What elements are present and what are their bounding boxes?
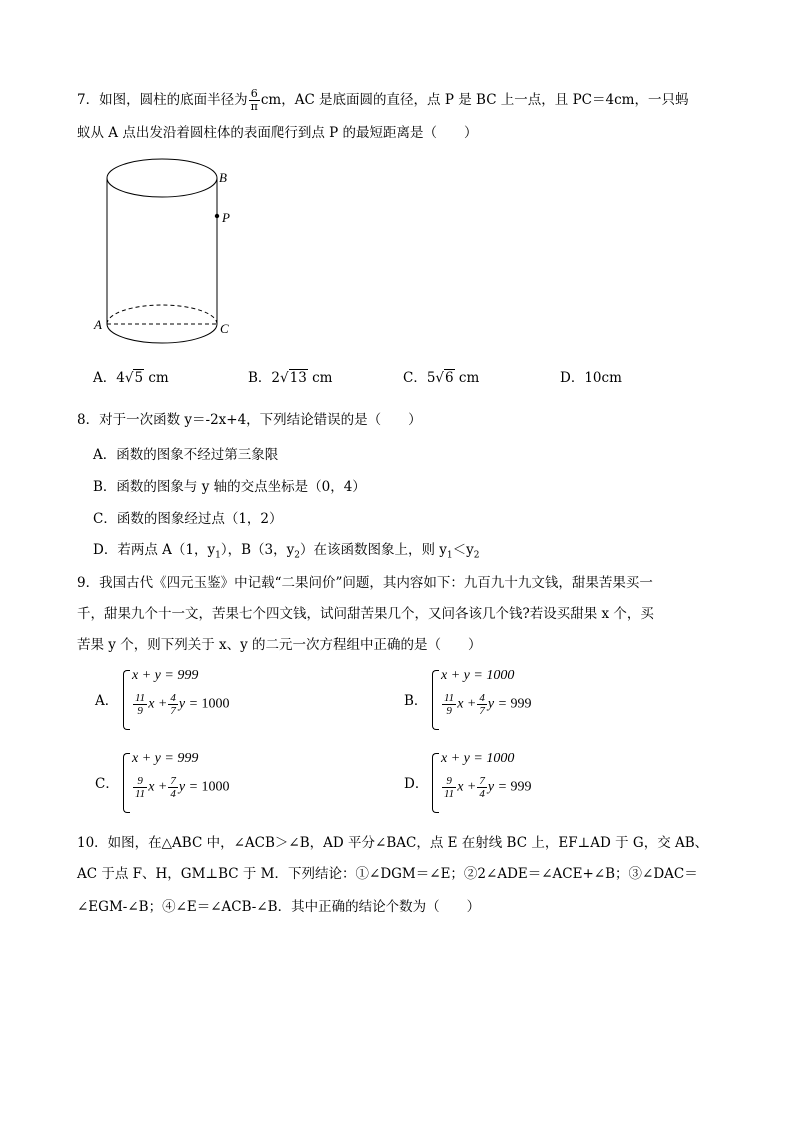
- equation-1: x + y = 1000: [441, 751, 515, 766]
- denominator: 4: [479, 788, 485, 800]
- subscript: 2: [473, 550, 480, 561]
- numerator: 7: [479, 775, 485, 787]
- q9-line3: 苦果 y 个，则下列关于 x、y 的二元一次方程组中正确的是（ ）: [77, 637, 482, 653]
- cylinder-bottom-front: [107, 324, 217, 343]
- rhs: 1000: [201, 696, 230, 712]
- unit: cm: [144, 370, 169, 386]
- option-a-text: A．4: [93, 370, 125, 386]
- denominator: 7: [479, 705, 485, 717]
- option-d-text-3: ）在该函数图象上，则 y: [299, 542, 447, 558]
- fraction: [133, 692, 147, 717]
- fraction: [442, 692, 456, 717]
- fraction: [477, 692, 487, 717]
- term: x +: [148, 779, 168, 795]
- q9-line1: 9．我国古代《四元玉鉴》中记载“二果问价”问题，其内容如下：九百九十九文钱，甜果苦果买一: [77, 575, 653, 591]
- unit: cm: [454, 370, 480, 386]
- cylinder-bottom-back: [107, 305, 217, 324]
- q9-line2: 千，甜果九个十一文，苦果七个四文钱，试问甜苦果几个，又问各该几个钱?若设买甜果 x 个，买: [77, 606, 654, 622]
- term: y =: [487, 779, 508, 795]
- system-brace: [432, 753, 439, 813]
- term: x +: [148, 696, 168, 712]
- numerator: 7: [170, 775, 176, 787]
- term: x +: [457, 696, 477, 712]
- sqrt-sign: √: [280, 370, 289, 386]
- option-d-text-1: D．若两点 A（1，y: [93, 542, 216, 558]
- equation-1: x + y = 999: [132, 751, 199, 766]
- term: x +: [457, 779, 477, 795]
- q7-option-d[interactable]: D．10cm: [560, 370, 622, 386]
- fraction-numerator: 6: [249, 88, 260, 101]
- equation-2: [441, 775, 532, 800]
- fraction: [477, 775, 487, 800]
- sqrt-sign: √: [124, 370, 134, 386]
- denominator: 9: [137, 705, 143, 717]
- rhs: 1000: [201, 779, 230, 795]
- equation-2: [441, 692, 532, 717]
- q7-line1: [77, 88, 688, 113]
- system-brace: [432, 670, 439, 730]
- numerator: 11: [444, 692, 455, 704]
- cylinder-figure: [90, 158, 250, 348]
- radicand: 6: [445, 370, 454, 386]
- q8-option-a[interactable]: A．函数的图象不经过第三象限: [93, 447, 279, 463]
- point-p: [215, 214, 219, 218]
- equation-1: x + y = 999: [132, 668, 199, 683]
- q7-line2: 蚁从 A 点出发沿着圆柱体的表面爬行到点 P 的最短距离是（ ）: [77, 125, 478, 141]
- label-c: C: [220, 321, 229, 336]
- subscript: 1: [446, 550, 453, 561]
- fraction-denominator: π: [250, 100, 258, 113]
- q7-text-a: 7．如图，圆柱的底面半径为: [77, 92, 248, 108]
- rhs: 999: [510, 696, 532, 712]
- rhs: 999: [510, 779, 532, 795]
- numerator: 9: [133, 775, 147, 788]
- q10-line2: AC 于点 F、H，GM⊥BC 于 M．下列结论：①∠DGM＝∠E；②2∠ADE＝∠ACE+∠B；③∠DAC＝: [77, 866, 698, 882]
- system-brace: [123, 753, 130, 813]
- q9-option-c-label[interactable]: C．: [95, 776, 119, 792]
- q9-option-a-label[interactable]: A．: [95, 693, 119, 709]
- q10-line1: 10．如图，在△ABC 中，∠ACB＞∠B，AD 平分∠BAC，点 E 在射线 BC 上，EF⊥AD 于 G，交 AB、: [77, 835, 709, 851]
- q10-line3: ∠EGM-∠B；④∠E＝∠ACB-∠B．其中正确的结论个数为（ ）: [77, 899, 481, 915]
- denominator: 11: [135, 788, 146, 800]
- q7-option-b[interactable]: [248, 369, 332, 387]
- fraction: [442, 775, 456, 800]
- denominator: 11: [444, 788, 455, 800]
- term: y =: [178, 696, 199, 712]
- term: y =: [487, 696, 508, 712]
- q8-option-b[interactable]: B．函数的图象与 y 轴的交点坐标是（0，4）: [93, 479, 366, 495]
- fraction: [168, 775, 178, 800]
- option-d-text-4: ＜y: [452, 542, 474, 558]
- unit: cm: [307, 370, 333, 386]
- numerator: 4: [170, 692, 176, 704]
- numerator: 9: [442, 775, 456, 788]
- equation-2: [132, 775, 230, 800]
- q9-option-b-label[interactable]: B．: [404, 693, 428, 709]
- q8-option-c[interactable]: C．函数的图象经过点（1，2）: [93, 511, 283, 527]
- q7-text-b: cm，AC 是底面圆的直径，点 P 是 BC 上一点，且 PC＝4cm，一只蚂: [260, 92, 689, 108]
- fraction: [133, 775, 147, 800]
- fraction: [168, 692, 178, 717]
- denominator: 4: [170, 788, 176, 800]
- denominator: 7: [170, 705, 176, 717]
- term: y =: [178, 779, 199, 795]
- numerator: 11: [135, 692, 146, 704]
- option-d-text-2: ），B（3，y: [220, 542, 295, 558]
- option-b-text: B．2: [248, 370, 281, 386]
- subscript: 1: [215, 550, 221, 561]
- q8-stem: 8．对于一次函数 y＝-2x+4，下列结论错误的是（ ）: [77, 412, 422, 428]
- label-a: A: [94, 317, 102, 332]
- q8-option-d[interactable]: [93, 541, 479, 565]
- q7-option-c[interactable]: [403, 369, 479, 387]
- q9-option-d-label[interactable]: D．: [404, 776, 429, 792]
- cylinder-top-ellipse: [107, 159, 217, 197]
- label-b: B: [219, 170, 227, 185]
- denominator: 9: [446, 705, 452, 717]
- radicand: 13: [289, 370, 307, 386]
- equation-2: [132, 692, 230, 717]
- option-c-text: C．5: [403, 370, 436, 386]
- radicand: 5: [134, 370, 144, 386]
- q7-option-a[interactable]: [93, 369, 169, 387]
- subscript: 2: [294, 550, 300, 561]
- radius-fraction: [249, 88, 260, 113]
- system-brace: [123, 670, 130, 730]
- label-p: P: [222, 210, 230, 225]
- numerator: 4: [479, 692, 485, 704]
- sqrt-sign: √: [435, 370, 445, 386]
- equation-1: x + y = 1000: [441, 668, 515, 683]
